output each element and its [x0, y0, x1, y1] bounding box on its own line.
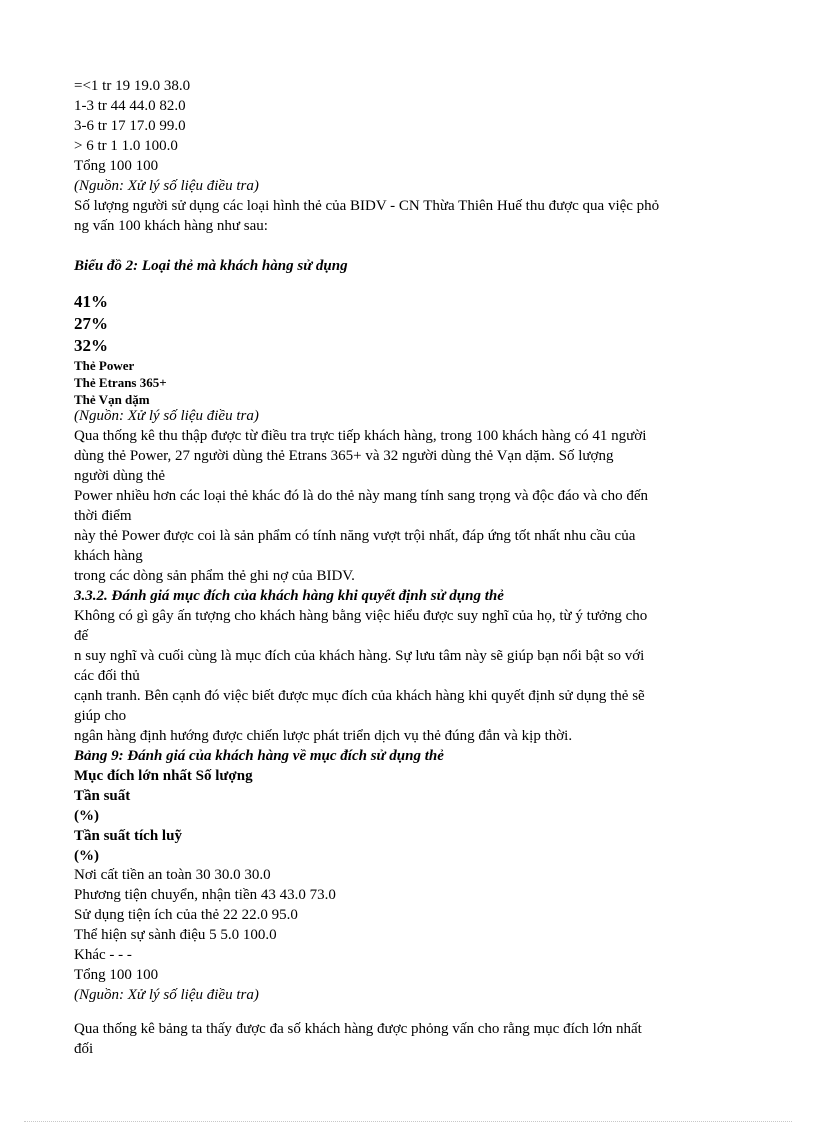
- paragraph-line: đối: [74, 1041, 94, 1057]
- chart-percent-label: 41%: [74, 292, 108, 311]
- table-header: (%): [74, 848, 99, 864]
- source-note: (Nguồn: Xử lý số liệu điều tra): [74, 987, 259, 1003]
- paragraph-line: n suy nghĩ và cuối cùng là mục đích của khách hàng. Sự lưu tâm này sẽ giúp bạn nổi bật so với: [74, 648, 645, 664]
- table-row: 1-3 tr 44 44.0 82.0: [74, 98, 186, 114]
- paragraph-line: thời điểm: [74, 508, 132, 524]
- chart-legend-entry: Thẻ Etrans 365+: [74, 375, 167, 390]
- paragraph-line: Số lượng người sử dụng các loại hình thẻ của BIDV - CN Thừa Thiên Huế thu được qua việc phỏ: [74, 198, 660, 214]
- paragraph-line: trong các dòng sản phẩm thẻ ghi nợ của BIDV.: [74, 568, 355, 584]
- table-row-total: Tổng 100 100: [74, 158, 159, 174]
- table-row: Sử dụng tiện ích của thẻ 22 22.0 95.0: [74, 907, 298, 923]
- table-row: 3-6 tr 17 17.0 99.0: [74, 118, 186, 134]
- table-header: Tần suất: [74, 788, 131, 804]
- table-header: Tần suất tích luỹ: [74, 828, 182, 844]
- paragraph-line: người dùng thẻ: [74, 468, 166, 484]
- page-bottom-divider: [24, 1121, 792, 1122]
- paragraph-line: ng vấn 100 khách hàng như sau:: [74, 218, 268, 234]
- section-heading: 3.3.2. Đánh giá mục đích của khách hàng khi quyết định sử dụng thẻ: [74, 588, 504, 604]
- paragraph-line: dùng thẻ Power, 27 người dùng thẻ Etrans 365+ và 32 người dùng thẻ Vạn dặm. Số lượng: [74, 448, 614, 464]
- paragraph-line: Qua thống kê thu thập được từ điều tra trực tiếp khách hàng, trong 100 khách hàng có 41 người: [74, 428, 647, 444]
- paragraph-line: này thẻ Power được coi là sản phẩm có tính năng vượt trội nhất, đáp ứng tốt nhất nhu cầu của: [74, 528, 636, 544]
- source-note: (Nguồn: Xử lý số liệu điều tra): [74, 178, 259, 194]
- paragraph-line: giúp cho: [74, 708, 127, 724]
- paragraph-line: khách hàng: [74, 548, 143, 564]
- chart-percent-label: 27%: [74, 314, 108, 333]
- table-row-total: Tổng 100 100: [74, 967, 159, 983]
- table-row: Khác - - -: [74, 947, 132, 963]
- table-header: Mục đích lớn nhất Số lượng: [74, 768, 253, 784]
- table-title: Bảng 9: Đánh giá của khách hàng về mục đích sử dụng thẻ: [74, 748, 444, 764]
- table-row: Phương tiện chuyển, nhận tiền 43 43.0 73.0: [74, 887, 336, 903]
- paragraph-line: Power nhiều hơn các loại thẻ khác đó là do thẻ này mang tính sang trọng và độc đáo và cho đến: [74, 488, 649, 504]
- paragraph-line: ngân hàng định hướng được chiến lược phát triển dịch vụ thẻ đúng đắn và kịp thời.: [74, 728, 573, 744]
- paragraph-line: Không có gì gây ấn tượng cho khách hàng bằng việc hiểu được suy nghĩ của họ, từ ý tưởng cho: [74, 608, 648, 624]
- paragraph-line: đế: [74, 628, 89, 644]
- chart-title: Biểu đồ 2: Loại thẻ mà khách hàng sử dụng: [74, 258, 348, 274]
- paragraph-line: cạnh tranh. Bên cạnh đó việc biết được mục đích của khách hàng khi quyết định sử dụng thẻ sẽ: [74, 688, 645, 704]
- table-row: Nơi cất tiền an toàn 30 30.0 30.0: [74, 867, 271, 883]
- paragraph-line: các đối thủ: [74, 668, 140, 684]
- table-row: Thể hiện sự sành điệu 5 5.0 100.0: [74, 927, 277, 943]
- table-row: =<1 tr 19 19.0 38.0: [74, 78, 191, 94]
- source-note: (Nguồn: Xử lý số liệu điều tra): [74, 408, 259, 424]
- chart-percent-label: 32%: [74, 336, 108, 355]
- chart-legend-entry: Thẻ Vạn dặm: [74, 392, 150, 407]
- paragraph-line: Qua thống kê bảng ta thấy được đa số khách hàng được phỏng vấn cho rằng mục đích lớn nhất: [74, 1021, 642, 1037]
- table-row: > 6 tr 1 1.0 100.0: [74, 138, 178, 154]
- chart-legend-entry: Thẻ Power: [74, 358, 135, 373]
- table-header: (%): [74, 808, 99, 824]
